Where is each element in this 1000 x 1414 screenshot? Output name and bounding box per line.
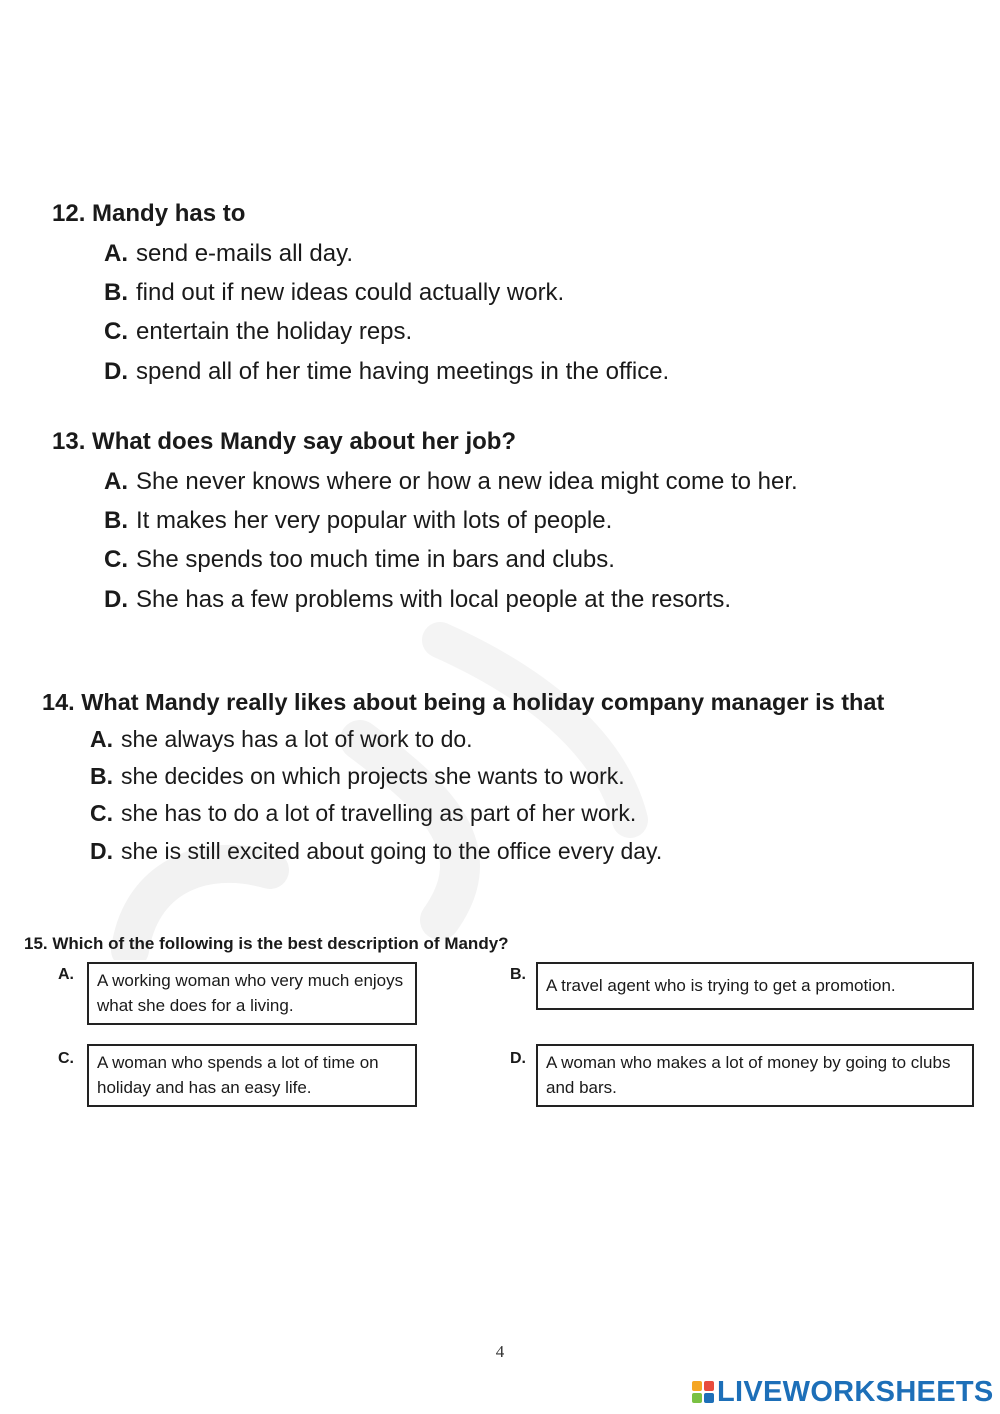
option-b[interactable]	[104, 278, 564, 308]
liveworksheets-brand[interactable]	[692, 1375, 994, 1409]
option-text: entertain the holiday reps.	[136, 318, 413, 345]
option-a-letter: A.	[58, 966, 74, 983]
option-d-letter: D.	[510, 1050, 526, 1067]
option-d[interactable]	[104, 357, 669, 387]
option-text: She never knows where or how a new idea might come to her.	[136, 468, 798, 495]
question-number: 13.	[52, 428, 86, 455]
question-15-heading	[24, 933, 509, 955]
option-text: she has to do a lot of travelling as part of her work.	[121, 800, 637, 826]
question-13	[52, 427, 798, 613]
option-b-letter: B.	[510, 966, 526, 983]
option-c[interactable]	[90, 799, 636, 827]
question-15	[24, 933, 509, 955]
option-c[interactable]	[104, 317, 412, 347]
question-number: 15.	[24, 934, 48, 953]
option-d[interactable]	[104, 585, 731, 615]
question-12	[52, 199, 670, 385]
question-number: 14.	[42, 689, 75, 715]
option-d-box[interactable]	[536, 1044, 974, 1107]
question-14-heading	[42, 687, 884, 717]
option-letter: D.	[104, 358, 128, 385]
option-text: A working woman who very much enjoys what she does for a living.	[97, 971, 404, 1015]
question-prompt: Mandy has to	[92, 200, 246, 227]
option-letter: A.	[104, 468, 128, 495]
option-letter: D.	[104, 586, 128, 613]
option-text: A travel agent who is trying to get a promotion.	[546, 976, 896, 995]
option-b-box[interactable]	[536, 962, 974, 1010]
option-letter: B.	[90, 763, 113, 789]
option-letter: A.	[104, 240, 128, 267]
option-a[interactable]	[104, 239, 353, 269]
option-b[interactable]	[104, 506, 612, 536]
question-number: 12.	[52, 200, 86, 227]
option-letter: C.	[104, 318, 128, 345]
option-c-letter: C.	[58, 1050, 74, 1067]
question-prompt: What does Mandy say about her job?	[92, 428, 517, 455]
option-text: A woman who spends a lot of time on holiday and has an easy life.	[97, 1053, 379, 1097]
option-a[interactable]	[90, 725, 473, 753]
question-14	[42, 687, 885, 864]
brand-text: LIVEWORKSHEETS	[717, 1375, 994, 1408]
option-text: she decides on which projects she wants to work.	[121, 763, 625, 789]
option-c-box[interactable]	[87, 1044, 417, 1107]
option-text: It makes her very popular with lots of people.	[136, 507, 613, 534]
option-text: A woman who makes a lot of money by going to clubs and bars.	[546, 1053, 951, 1097]
option-b[interactable]	[90, 762, 625, 790]
question-prompt: What Mandy really likes about being a holiday company manager is that	[81, 689, 885, 715]
question-13-heading	[52, 427, 516, 457]
option-letter: B.	[104, 507, 128, 534]
watermark-graphic	[110, 620, 730, 960]
option-c[interactable]	[104, 545, 615, 575]
option-letter: C.	[90, 800, 113, 826]
option-letter: C.	[104, 546, 128, 573]
option-text: She spends too much time in bars and clubs.	[136, 546, 615, 573]
option-text: she is still excited about going to the office every day.	[121, 838, 663, 864]
option-text: send e-mails all day.	[136, 240, 353, 267]
option-letter: B.	[104, 279, 128, 306]
question-12-heading	[52, 199, 245, 229]
option-a[interactable]	[104, 467, 798, 497]
option-d[interactable]	[90, 837, 662, 865]
option-text: She has a few problems with local people at the resorts.	[136, 586, 731, 613]
liveworksheets-logo-icon	[692, 1381, 714, 1403]
option-text: find out if new ideas could actually work.	[136, 279, 565, 306]
option-text: she always has a lot of work to do.	[121, 726, 473, 752]
option-a-box[interactable]	[87, 962, 417, 1025]
option-letter: D.	[90, 838, 113, 864]
option-letter: A.	[90, 726, 113, 752]
page-number: 4	[495, 1342, 505, 1361]
option-text: spend all of her time having meetings in the office.	[136, 358, 670, 385]
question-prompt: Which of the following is the best description of Mandy?	[52, 934, 509, 953]
